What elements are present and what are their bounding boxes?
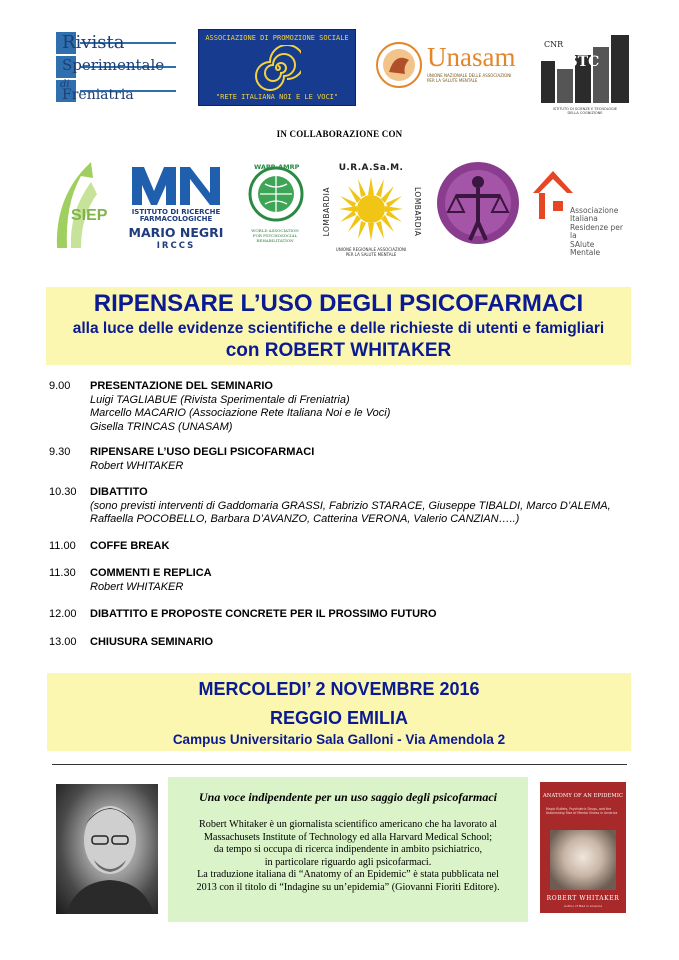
- title-banner: [46, 287, 631, 365]
- program-speaker: Gisella TRINCAS (UNASAM): [90, 420, 233, 433]
- program-item: [49, 380, 639, 436]
- program-time: 11.00: [49, 540, 76, 552]
- book-subtitle: Magic Bullets, Psychiatric Drugs, and the Astonishing Rise of Mental Illness in America: [546, 807, 618, 816]
- program-title: COFFE BREAK: [90, 540, 170, 552]
- collaboration-heading: IN COLLABORAZIONE CON: [276, 129, 403, 139]
- divider: [52, 764, 627, 765]
- svg-text:CNR: CNR: [544, 40, 564, 49]
- bio-line: in particolare riguardo agli psicofarmaci.: [264, 856, 432, 868]
- spiral-icon: [255, 45, 301, 91]
- program-item: [49, 608, 639, 622]
- bio-box: [168, 777, 528, 922]
- main-title: RIPENSARE L’USO DEGLI PSICOFARMACI: [93, 290, 584, 317]
- program-title: DIBATTITO E PROPOSTE CONCRETE PER IL PROSSIMO FUTURO: [90, 608, 437, 620]
- logo-istc-cnr: [541, 33, 629, 118]
- program-speaker: Robert WHITAKER: [90, 459, 184, 472]
- unasam-subtitle: UNIONE NAZIONALE DELLE ASSOCIAZIONI PER LA SALUTE MENTALE: [427, 73, 512, 84]
- sun-icon: [336, 175, 406, 243]
- wapr-label: WORLD ASSOCIATION FOR PSYCHOSOCIAL REHABILITATION: [251, 228, 299, 243]
- logo-rivista-sperimentale-freniatria: [56, 30, 178, 108]
- negri-mn-icon: [130, 161, 222, 207]
- portrait-icon: [56, 784, 158, 914]
- urasam-right-label: LOMBARDIA: [413, 187, 422, 237]
- program-item: [49, 540, 639, 554]
- logo-wapr: [237, 160, 313, 252]
- scales-figure-icon: [434, 160, 522, 246]
- book-face-image: [550, 830, 616, 890]
- author-photo: [56, 784, 158, 914]
- logo-siep: [51, 160, 117, 252]
- event-date: MERCOLEDI’ 2 NOVEMBRE 2016: [198, 679, 480, 699]
- book-cover: [540, 782, 626, 913]
- negri-irccs: IRCCS: [156, 241, 196, 251]
- subtitle: alla luce delle evidenze scientifiche e delle richieste di utenti e famigliari: [72, 320, 605, 337]
- rinv-top-text: ASSOCIAZIONE DI PROMOZIONE SOCIALE: [205, 34, 349, 42]
- svg-text:ISTC: ISTC: [561, 54, 600, 70]
- program-item: [49, 567, 639, 595]
- program-speaker: Marcello MACARIO (Associazione Rete Italiana Noi e le Voci): [90, 407, 391, 419]
- speaker-line: con ROBERT WHITAKER: [225, 340, 452, 361]
- event-city: REGGIO EMILIA: [269, 708, 408, 728]
- event-venue: Campus Universitario Sala Galloni - Via Amendola 2: [172, 732, 506, 747]
- negri-name: MARIO NEGRI: [128, 225, 224, 240]
- urasam-footer: UNIONE REGIONALE ASSOCIAZIONI PER LA SALUTE MENTALE: [335, 247, 407, 257]
- logo-rete-italiana-noi-e-le-voci: [198, 29, 356, 106]
- rsf-line1: Rivista: [62, 32, 125, 53]
- program-note: Raffaella POCOBELLO, Barbara D’AVANZO, Catterina VERONA, Valerio CANZIAN…..): [90, 513, 520, 525]
- program-title: CHIUSURA SEMINARIO: [90, 636, 214, 648]
- book-title: ANATOMY OF AN EPIDEMIC: [542, 793, 624, 799]
- house-icon: [531, 167, 575, 227]
- program-item: [49, 446, 639, 474]
- urasam-title: U.R.A.Sa.M.: [338, 163, 404, 173]
- program-speaker: Luigi TAGLIABUE (Rivista Sperimentale di Freniatria): [90, 393, 350, 406]
- istc-bars-icon: [541, 33, 629, 103]
- logo-mario-negri: [128, 161, 224, 253]
- logo-unasam: [375, 40, 529, 92]
- unasam-name: Unasam: [427, 42, 516, 72]
- program-title: RIPENSARE L’USO DEGLI PSICOFARMACI: [90, 446, 315, 458]
- program-time: 9.30: [49, 446, 71, 458]
- unasam-emblem-icon: [375, 40, 423, 90]
- wapr-globe-icon: [245, 160, 307, 226]
- program-speaker: Robert WHITAKER: [90, 580, 184, 593]
- program-item: [49, 486, 639, 528]
- bio-line: 2013 con il titolo di “Indagine su un’epidemia” (Giovanni Fioriti Editore).: [196, 881, 500, 893]
- urasam-left-label: LOMBARDIA: [322, 187, 331, 237]
- book-author: ROBERT WHITAKER: [546, 895, 620, 902]
- program-time: 10.30: [49, 486, 77, 498]
- book-tagline: Author of Mad in America: [563, 904, 603, 908]
- istc-caption: ISTITUTO DI SCIENZE E TECNOLOGIE DELLA COGNIZIONE: [552, 107, 618, 116]
- svg-text:WAPR·AMRP: WAPR·AMRP: [254, 163, 300, 171]
- rinv-bottom-text: "RETE ITALIANA NOI E LE VOCI": [215, 93, 339, 101]
- program-time: 11.30: [49, 567, 76, 579]
- logo-aira: [527, 161, 631, 259]
- event-banner: [47, 673, 631, 751]
- program-time: 9.00: [49, 380, 71, 392]
- bio-line: Massachusets Institute of Technology ed alla Harvard Medical School;: [203, 831, 493, 843]
- logo-urasam: [318, 163, 424, 257]
- bio-line: La traduzione italiana di “Anatomy of an Epidemic” è stata pubblicata nel: [197, 869, 499, 880]
- rsf-line4: Freniatria: [62, 87, 134, 103]
- logo-purple-figure: [434, 160, 522, 246]
- bio-line: da tempo si occupa di ricerca indipendente in ambito psichiatrico,: [213, 844, 483, 855]
- rsf-line2: Sperimentale: [62, 56, 165, 74]
- aira-text: Associazione Italiana Residenze per la SAlute Mentale: [570, 206, 624, 257]
- bio-title: Una voce indipendente per un uso saggio degli psicofarmaci: [199, 790, 497, 804]
- program-title: DIBATTITO: [90, 486, 148, 498]
- siep-text: SIEP: [71, 207, 108, 224]
- program-time: 13.00: [49, 636, 77, 648]
- program-item: [49, 636, 639, 650]
- negri-institute: ISTITUTO DI RICERCHE FARMACOLOGICHE: [131, 208, 221, 224]
- program-title: PRESENTAZIONE DEL SEMINARIO: [90, 380, 273, 392]
- siep-arrow-icon: [51, 160, 117, 252]
- program-time: 12.00: [49, 608, 77, 620]
- program-title: COMMENTI E REPLICA: [90, 567, 212, 579]
- rsf-line3: di: [60, 79, 70, 90]
- program-note: (sono previsti interventi di Gaddomaria GRASSI, Fabrizio STARACE, Giuseppe TIBALDI, Marco D’ALEMA,: [90, 499, 611, 512]
- bio-line: Robert Whitaker è un giornalista scientifico americano che ha lavorato al: [199, 819, 497, 830]
